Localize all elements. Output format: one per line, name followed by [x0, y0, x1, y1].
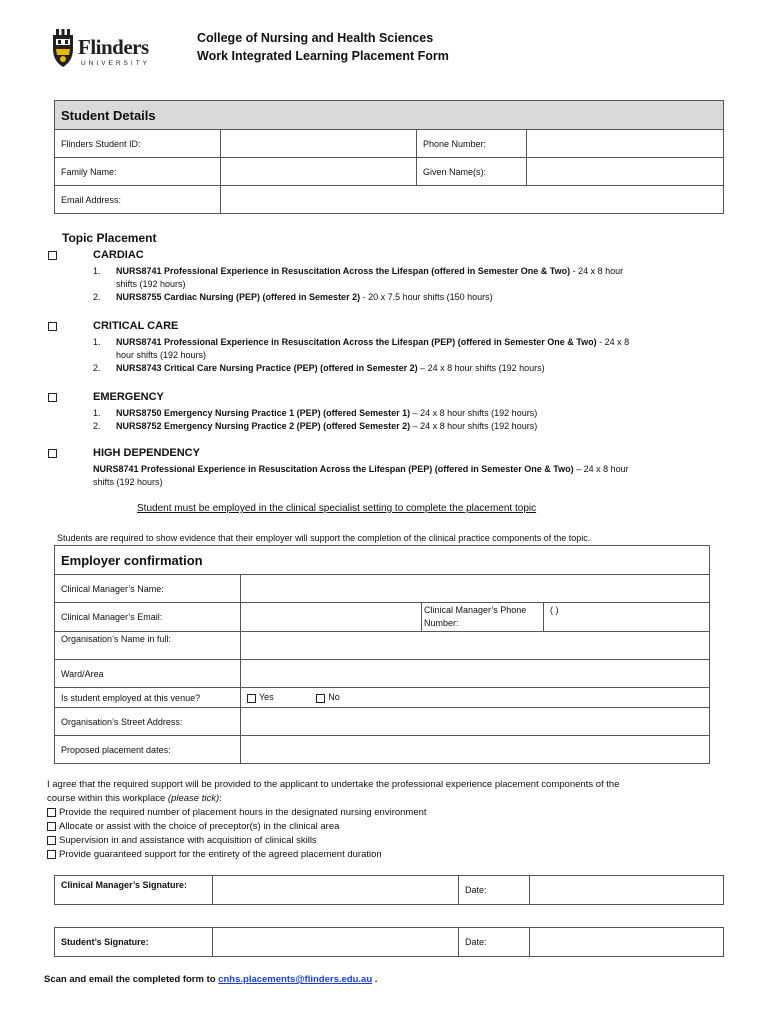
- student-date-label: Date:: [459, 928, 530, 957]
- agree-supervision-label: Supervision in and assistance with acquisition of clinical skills: [59, 835, 317, 846]
- manager-email-label: Clinical Manager’s Email:: [55, 603, 241, 632]
- emergency-checkbox[interactable]: [48, 393, 57, 402]
- student-details-heading: Student Details: [55, 101, 724, 130]
- cardiac-title: CARDIAC: [93, 249, 144, 261]
- manager-phone-field[interactable]: ( ): [544, 603, 710, 632]
- ward-field[interactable]: [241, 660, 710, 688]
- given-name-label: Given Name(s):: [417, 158, 527, 186]
- phone-field[interactable]: [527, 130, 724, 158]
- employer-table: [54, 545, 710, 764]
- agree-support-checkbox[interactable]: [47, 850, 56, 859]
- manager-email-field[interactable]: [241, 603, 422, 632]
- college-title: College of Nursing and Health Sciences: [197, 31, 434, 45]
- footer-instruction: Scan and email the completed form to cnhs.placements@flinders.edu.au .: [44, 974, 378, 985]
- family-name-field[interactable]: [221, 158, 417, 186]
- manager-signature-table: [54, 875, 724, 905]
- form-title: Work Integrated Learning Placement Form: [197, 49, 449, 63]
- given-name-field[interactable]: [527, 158, 724, 186]
- org-name-field[interactable]: [241, 632, 710, 660]
- ward-label: Ward/Area: [55, 660, 241, 688]
- manager-name-field[interactable]: [241, 575, 710, 603]
- logo-name: Flinders: [78, 35, 149, 59]
- emergency-item-2: 2. NURS8752 Emergency Nursing Practice 2 (PEP) (offered Semester 2) – 24 x 8 hour shifts (192 hours): [93, 421, 538, 431]
- student-id-field[interactable]: [221, 130, 417, 158]
- logo-subtitle: UNIVERSITY: [81, 60, 151, 67]
- family-name-label: Family Name:: [55, 158, 221, 186]
- manager-name-label: Clinical Manager’s Name:: [55, 575, 241, 603]
- critical-care-item-2: 2. NURS8743 Critical Care Nursing Practice (PEP) (offered in Semester 2) – 24 x 8 hour shifts (192 hours): [93, 363, 545, 373]
- manager-date-label: Date:: [459, 876, 530, 905]
- agree-preceptor-label: Allocate or assist with the choice of preceptor(s) in the clinical area: [59, 821, 340, 832]
- placements-email-link[interactable]: cnhs.placements@flinders.edu.au: [218, 974, 373, 985]
- employed-options: [241, 688, 710, 708]
- employment-notice: Student must be employed in the clinical specialist setting to complete the placement topic: [137, 503, 537, 514]
- emergency-item-1: 1. NURS8750 Emergency Nursing Practice 1 (PEP) (offered Semester 1) – 24 x 8 hour shifts (192 hours): [93, 408, 538, 418]
- manager-signature-field[interactable]: [213, 876, 459, 905]
- agree-hours-checkbox[interactable]: [47, 808, 56, 817]
- student-date-field[interactable]: [530, 928, 724, 957]
- email-field[interactable]: [221, 186, 724, 214]
- street-address-field[interactable]: [241, 708, 710, 736]
- org-name-label: Organisation’s Name in full:: [55, 632, 241, 660]
- manager-date-field[interactable]: [530, 876, 724, 905]
- flinders-logo: [50, 29, 160, 73]
- critical-care-item-1: 1. NURS8741 Professional Experience in Resuscitation Across the Lifespan (PEP) (offered in Semester One & Two) - 24 x 8 hour shifts (192 hours): [93, 337, 630, 360]
- student-signature-table: [54, 927, 724, 957]
- agree-hours-label: Provide the required number of placement hours in the designated nursing environment: [59, 807, 427, 818]
- employed-yes-checkbox[interactable]: [247, 694, 256, 703]
- phone-label: Phone Number:: [417, 130, 527, 158]
- emergency-title: EMERGENCY: [93, 391, 164, 403]
- employed-no-label: No: [328, 692, 340, 703]
- topic-heading: Topic Placement: [62, 231, 157, 245]
- placement-dates-field[interactable]: [241, 736, 710, 764]
- placement-dates-label: Proposed placement dates:: [55, 736, 241, 764]
- high-dependency-checkbox[interactable]: [48, 449, 57, 458]
- cardiac-item-1: 1. NURS8741 Professional Experience in Resuscitation Across the Lifespan (offered in Semester One & Two) - 24 x 8 hour shifts (192 hours): [93, 266, 624, 289]
- critical-care-checkbox[interactable]: [48, 322, 57, 331]
- agreement-text: I agree that the required support will be provided to the applicant to undertake the professional experience placement components of the course within this workplace (please tick): Provide the required number of placement hours in the designated nursing environment Allocate or assist with the choice of preceptor(s) in the clinical area Supervision in and assistance with acquisition of clinical skills Provide guaranteed support for the entirety of the agreed placement duration: [47, 779, 620, 860]
- street-address-label: Organisation’s Street Address:: [55, 708, 241, 736]
- agree-supervision-checkbox[interactable]: [47, 836, 56, 845]
- student-id-label: Flinders Student ID:: [55, 130, 221, 158]
- manager-phone-label: Clinical Manager’s Phone Number:: [422, 603, 544, 632]
- cardiac-item-2: 2. NURS8755 Cardiac Nursing (PEP) (offered in Semester 2) - 20 x 7.5 hour shifts (150 hours): [93, 292, 493, 302]
- evidence-note: Students are required to show evidence that their employer will support the completion of the clinical practice components of the topic.: [57, 533, 591, 543]
- student-signature-label: Student’s Signature:: [55, 928, 213, 957]
- university-crest-icon: [50, 29, 76, 69]
- high-dependency-item: NURS8741 Professional Experience in Resuscitation Across the Lifespan (PEP) (offered in Semester One & Two) – 24 x 8 hour shifts (192 hours): [93, 464, 629, 487]
- high-dependency-title: HIGH DEPENDENCY: [93, 447, 200, 459]
- critical-care-title: CRITICAL CARE: [93, 320, 179, 332]
- employed-no-checkbox[interactable]: [316, 694, 325, 703]
- manager-signature-label: Clinical Manager’s Signature:: [55, 876, 213, 905]
- student-details-table: [54, 100, 724, 214]
- employed-yes-label: Yes: [259, 692, 274, 703]
- student-signature-field[interactable]: [213, 928, 459, 957]
- cardiac-checkbox[interactable]: [48, 251, 57, 260]
- employed-question: Is student employed at this venue?: [55, 688, 241, 708]
- employer-heading: Employer confirmation: [55, 546, 710, 575]
- agree-support-label: Provide guaranteed support for the entirety of the agreed placement duration: [59, 849, 382, 860]
- agree-preceptor-checkbox[interactable]: [47, 822, 56, 831]
- email-label: Email Address:: [55, 186, 221, 214]
